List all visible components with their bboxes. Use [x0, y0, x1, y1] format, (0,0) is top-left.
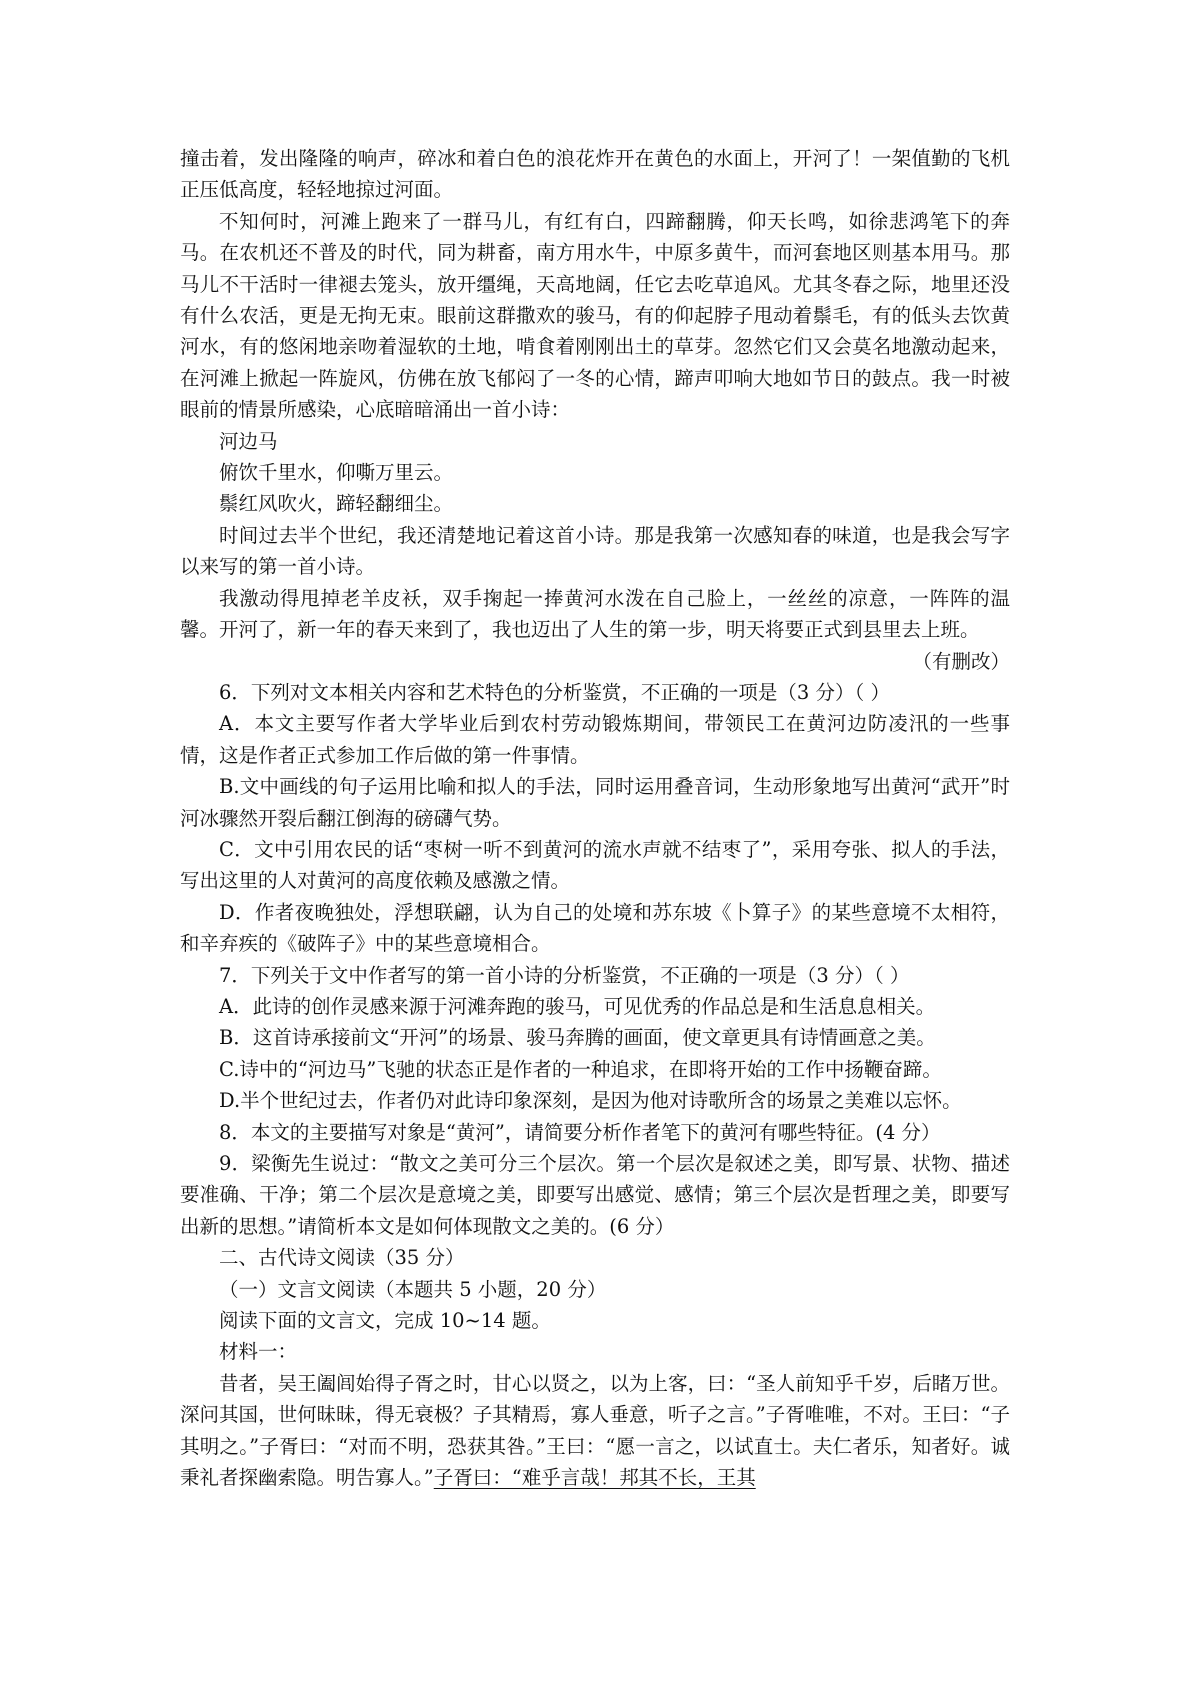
question-7-option-b: B．这首诗承接前文“开河”的场景、骏马奔腾的画面，使文章更具有诗情画意之美。	[219, 1026, 936, 1050]
paragraph-5	[180, 1368, 1010, 1494]
question-7: 7．下列关于文中作者写的第一首小诗的分析鉴赏，不正确的一项是（3 分）（ ）	[219, 963, 910, 987]
poem-line-2: 鬃红风吹火，蹄轻翻细尘。	[219, 492, 454, 516]
question-8: 8．本文的主要描写对象是“黄河”，请简要分析作者笔下的黄河有哪些特征。(4 分）	[219, 1120, 941, 1144]
underlined-sentence: 子胥曰：“难乎言哉！邦其不长，王其	[433, 1466, 756, 1490]
source-note: （有删改）	[912, 649, 1010, 673]
paragraph-1: 撞击着，发出隆隆的响声，碎冰和着白色的浪花炸开在黄色的水面上，开河了！一架值勤的飞机正压低高度，轻轻地掠过河面。	[180, 147, 1010, 202]
document-page	[180, 143, 1010, 1493]
paragraph-3: 时间过去半个世纪，我还清楚地记着这首小诗。那是我第一次感知春的味道，也是我会写字以来写的第一首小诗。	[180, 523, 1010, 579]
question-6-option-b: B.文中画线的句子运用比喻和拟人的手法，同时运用叠音词，生动形象地写出黄河“武开”时河冰骤然开裂后翻江倒海的磅礴气势。	[180, 775, 1010, 830]
question-6-option-a: A．本文主要写作者大学毕业后到农村劳动锻炼期间，带领民工在黄河边防凌汛的一些事情，这是作者正式参加工作后做的第一件事情。	[180, 712, 1010, 767]
poem-line-1: 俯饮千里水，仰嘶万里云。	[219, 461, 454, 485]
question-6-option-d: D．作者夜晚独处，浮想联翩，认为自己的处境和苏东坡《卜算子》的某些意境不太相符，和辛弃疾的《破阵子》中的某些意境相合。	[180, 900, 1010, 956]
question-6-option-c: C．文中引用农民的话“枣树一听不到黄河的流水声就不结枣了”，采用夸张、拟人的手法，写出这里的人对黄河的高度依赖及感激之情。	[180, 837, 1010, 893]
question-6: 6．下列对文本相关内容和艺术特色的分析鉴赏，不正确的一项是（3 分）（ ）	[219, 680, 890, 704]
section-2-heading: 二、古代诗文阅读（35 分）	[219, 1246, 465, 1270]
paragraph-2: 不知何时，河滩上跑来了一群马儿，有红有白，四蹄翻腾，仰天长鸣，如徐悲鸿笔下的奔马。在农机还不普及的时代，同为耕畜，南方用水牛，中原多黄牛，而河套地区则基本用马。那马儿不干活时一律褪去笼头，放开缰绳，天高地阔，任它去吃草追风。尤其冬春之际，地里还没有什么农活，更是无拘无束。眼前这群撒欢的骏马，有的仰起脖子甩动着鬃毛，有的低头去饮黄河水，有的悠闲地亲吻着湿软的土地，啃食着刚刚出土的草芽。忽然它们又会莫名地激动起来，在河滩上掀起一阵旋风，仿佛在放飞郁闷了一冬的心情，蹄声叩响大地如节日的鼓点。我一时被眼前的情景所感染，心底暗暗涌出一首小诗：	[180, 209, 1010, 422]
question-9: 9．梁衡先生说过：“散文之美可分三个层次。第一个层次是叙述之美，即写景、状物、描述要准确、干净；第二个层次是意境之美，即要写出感觉、感情；第三个层次是哲理之美，即要写出新的思想。”请简析本文是如何体现散文之美的。(6 分）	[180, 1152, 1010, 1238]
paragraph-5-text: 昔者，吴王阖闾始得子胥之时，甘心以贤之，以为上客，曰：“圣人前知乎千岁，后睹万世。深问其国，世何昧昧，得无衰极？子其精焉，寡人垂意，听子之言。”子胥唯唯，不对。王曰：“子其明之。”子胥曰：“对而不明，恐获其咎。”王曰：“愿一言之，以试直士。夫仁者乐，知者好。诚秉礼者探幽索隐。明告寡人。”	[180, 1371, 1010, 1490]
material-1-label: 材料一：	[219, 1340, 298, 1364]
question-7-option-d: D.半个世纪过去，作者仍对此诗印象深刻，是因为他对诗歌所含的场景之美难以忘怀。	[219, 1089, 962, 1113]
instruction: 阅读下面的文言文，完成 10~14 题。	[219, 1309, 551, 1333]
poem-title: 河边马	[219, 429, 278, 453]
section-2-1-heading: （一）文言文阅读（本题共 5 小题，20 分）	[219, 1277, 607, 1301]
question-7-option-a: A．此诗的创作灵感来源于河滩奔跑的骏马，可见优秀的作品总是和生活息息相关。	[219, 994, 936, 1018]
paragraph-4: 我激动得甩掉老羊皮袄，双手掬起一捧黄河水泼在自己脸上，一丝丝的凉意，一阵阵的温馨。开河了，新一年的春天来到了，我也迈出了人生的第一步，明天将要正式到县里去上班。	[180, 586, 1010, 642]
question-7-option-c: C.诗中的“河边马”飞驰的状态正是作者的一种追求，在即将开始的工作中扬鞭奋蹄。	[219, 1057, 942, 1081]
